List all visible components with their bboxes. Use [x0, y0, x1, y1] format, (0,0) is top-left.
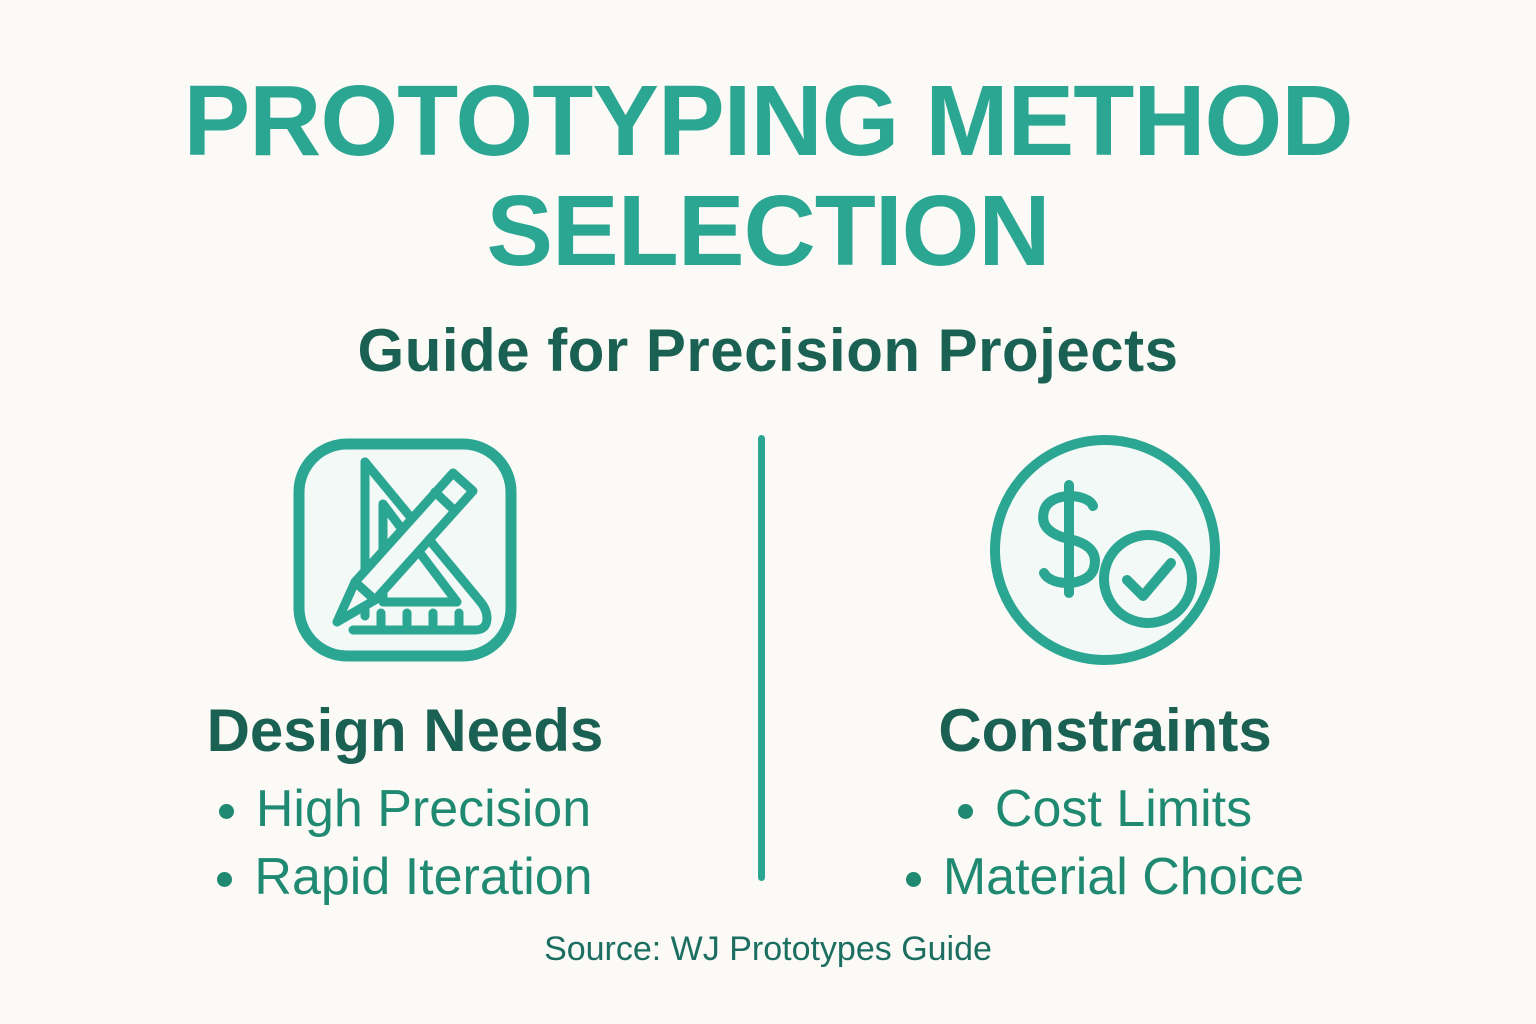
bullet-dot-icon [958, 804, 973, 819]
list-item [906, 843, 1304, 911]
constraints-list [906, 775, 1304, 911]
list-item [958, 775, 1252, 843]
source-attribution: Source: WJ Prototypes Guide [544, 930, 992, 968]
page-title [0, 66, 1536, 286]
design-needs-list [217, 775, 592, 911]
design-needs-column [24, 430, 786, 911]
design-needs-heading: Design Needs [206, 697, 604, 764]
constraints-column [720, 430, 1490, 911]
bullet-dot-icon [906, 872, 921, 887]
list-item-label: Cost Limits [994, 780, 1253, 838]
bullet-dot-icon [217, 872, 232, 887]
constraints-heading: Constraints [938, 697, 1272, 764]
list-item-label: High Precision [255, 780, 592, 838]
list-item [219, 775, 591, 843]
list-item [217, 843, 592, 911]
page-title-line1: PROTOTYPING METHOD [183, 65, 1353, 177]
page-subtitle: Guide for Precision Projects [357, 317, 1179, 384]
page-title-line2: SELECTION [486, 175, 1050, 287]
dollar-check-icon [985, 430, 1225, 670]
list-item-label: Material Choice [942, 848, 1305, 906]
bullet-dot-icon [219, 804, 234, 819]
list-item-label: Rapid Iteration [254, 848, 593, 906]
set-square-pencil-icon [285, 430, 525, 670]
